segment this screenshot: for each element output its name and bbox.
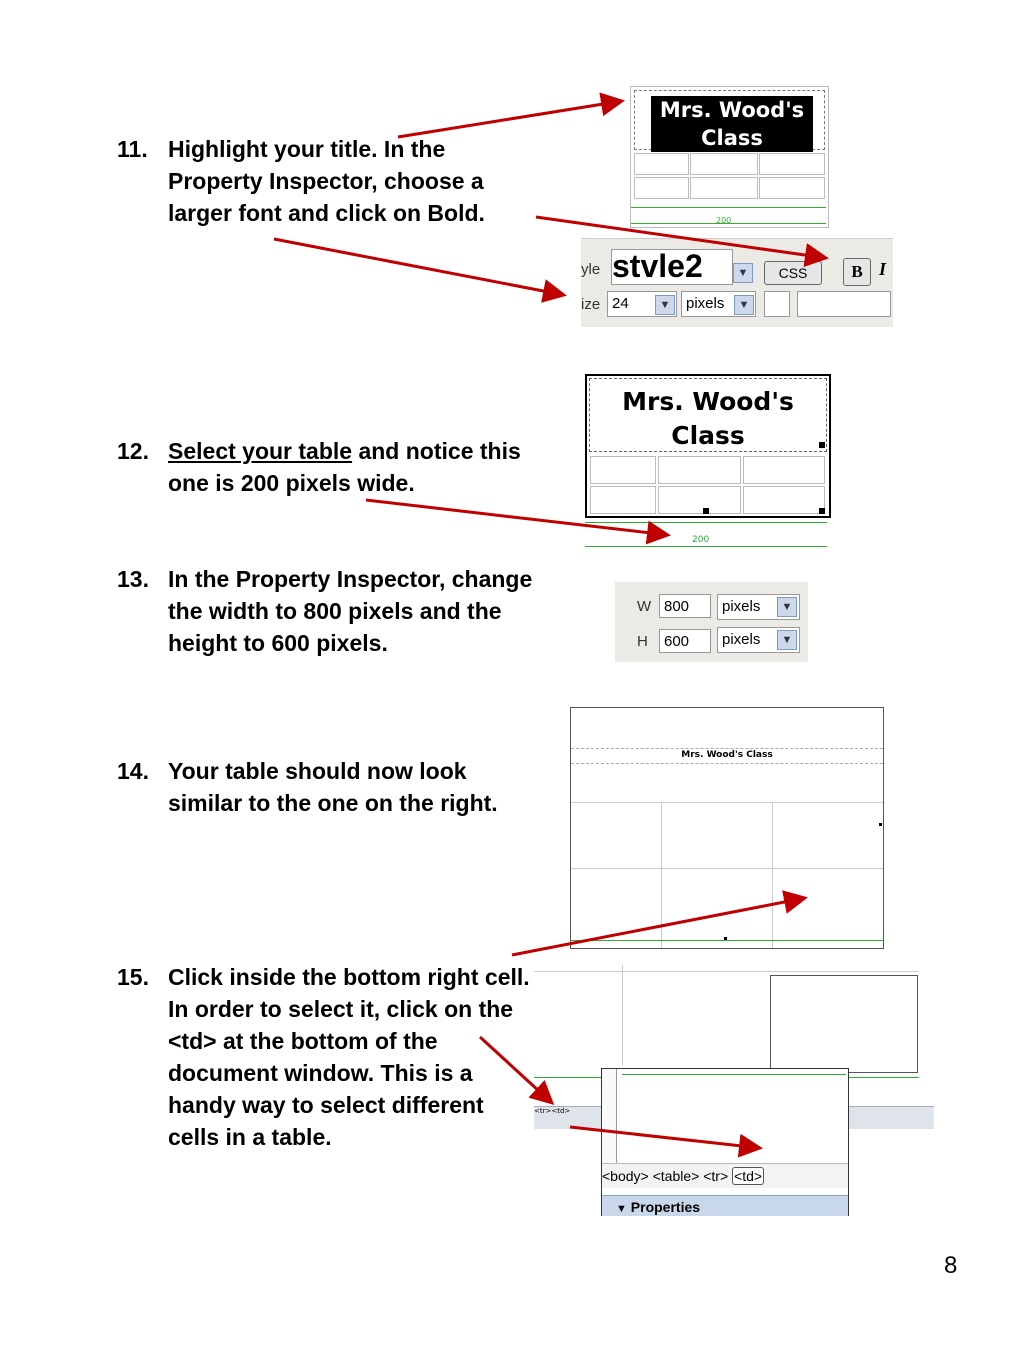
tag-tr[interactable]: <tr> [703,1168,729,1184]
width-value: 800 [664,598,690,615]
arrow [512,898,805,955]
style-value: stvle2 [612,248,703,284]
chevron-down-icon[interactable]: ▼ [655,295,675,315]
arrow [480,1037,552,1103]
css-button[interactable]: CSS [764,261,822,285]
step-text: Your table should now look similar to the one on the right. [168,758,498,816]
step-number: 14. [117,758,149,784]
step-text: Highlight your title. In the Property Inspector, choose a larger font and click on Bold. [168,136,485,226]
arrow [398,101,622,137]
tag-td[interactable]: <td> [734,1168,763,1184]
bold-button[interactable]: B [843,258,871,286]
chevron-down-icon[interactable]: ▼ [777,630,797,650]
size-label: ize [581,296,601,313]
step-text: In the Property Inspector, change the width to 800 pixels and the height to 600 pixels. [168,566,533,656]
height-value: 600 [664,633,690,650]
table-title: Mrs. Wood's Class [681,750,773,760]
step-number: 15. [117,964,149,990]
size-value: 24 [612,295,629,312]
mini-tag-selector[interactable]: <tr><td> [534,1107,571,1115]
width-label: 200 [692,535,710,545]
arrow [570,1127,760,1148]
triangle-down-icon: ▼ [616,1203,627,1215]
width-label: W [637,598,652,615]
arrow [366,500,668,535]
height-label: H [637,633,648,650]
tag-table[interactable]: <table> [652,1168,700,1184]
tag-body[interactable]: <body> [602,1168,649,1184]
page-number: 8 [944,1252,958,1279]
chevron-down-icon[interactable]: ▼ [733,263,753,283]
chevron-down-icon[interactable]: ▼ [777,597,797,617]
properties-title: Properties [630,1199,701,1215]
step-text-rest: and notice this one is 200 pixels wide. [168,438,521,496]
unit-value: pixels [686,295,725,312]
step-text: Click inside the bottom right cell. In order to select it, click on the <td> at the bottom of the document window. This is a handy way to select different cells in a table. [168,964,530,1150]
width-unit: pixels [722,598,761,615]
step-number: 11. [117,136,148,162]
height-unit: pixels [722,631,761,648]
chevron-down-icon[interactable]: ▼ [734,295,754,315]
arrow [274,239,564,295]
highlighted-title: Mrs. Wood's Class [651,96,813,152]
step-number: 12. [117,438,149,464]
style-label: yle [581,261,601,278]
italic-button[interactable]: I [879,259,887,279]
step-number: 13. [117,566,149,592]
width-label: 200 [716,216,732,225]
arrow [536,217,826,258]
table-title: Mrs. Wood's Class [622,387,794,450]
select-table-link[interactable]: Select your table [168,438,353,464]
